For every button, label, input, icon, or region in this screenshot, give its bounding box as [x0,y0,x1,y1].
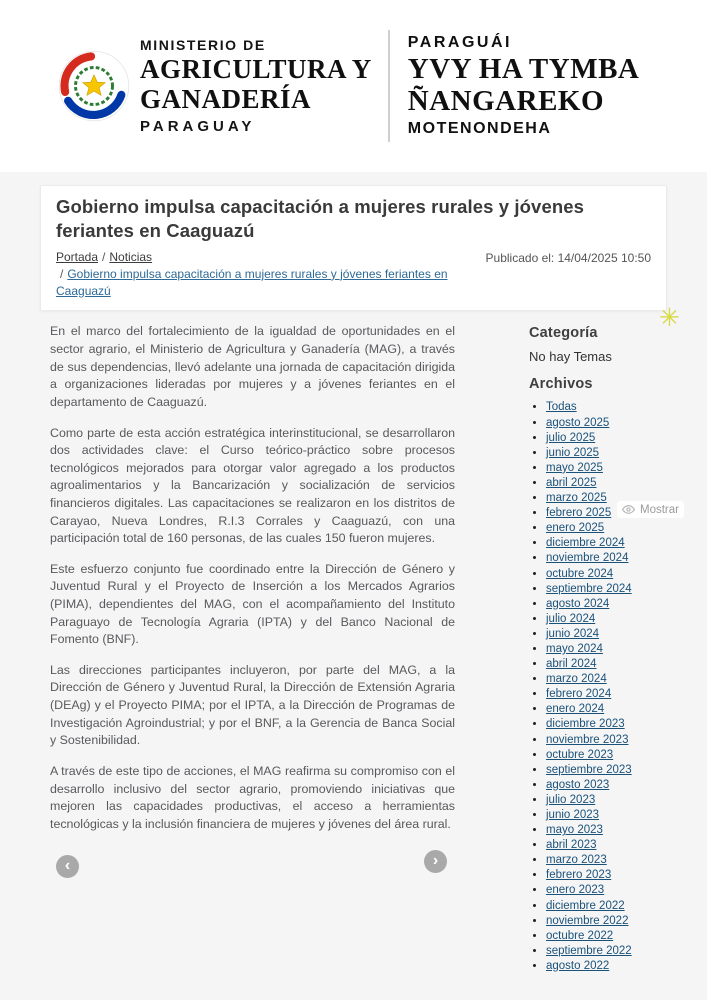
archive-list-item [546,476,657,491]
article-meta-row [56,249,651,299]
archive-link[interactable]: diciembre 2023 [546,718,625,731]
archive-link[interactable]: junio 2023 [546,809,600,822]
archive-link[interactable]: julio 2023 [546,793,596,806]
paraguay-coat-of-arms-logo [57,49,131,123]
archive-list-item [546,687,657,702]
show-tooltip-label: Mostrar [640,503,679,516]
breadcrumb-separator: / [60,266,64,281]
archive-list-item [546,883,657,898]
archive-list-item [546,642,657,657]
archive-link[interactable]: octubre 2024 [546,567,614,580]
archive-list-item [546,899,657,914]
accessibility-widget-asterisk-icon[interactable]: ✳ [659,304,680,332]
archive-list-item [546,717,657,732]
archive-link[interactable]: noviembre 2024 [546,552,629,565]
archive-link[interactable]: enero 2025 [546,522,605,535]
archive-list-item [546,657,657,672]
archive-link[interactable]: abril 2024 [546,658,597,671]
archive-link[interactable]: marzo 2024 [546,673,607,686]
archive-list-item [546,567,657,582]
archive-link[interactable]: agosto 2022 [546,959,610,972]
ministry-country: PARAGUAY [140,117,256,135]
breadcrumb-link-portada[interactable]: Portada [56,250,99,265]
archive-list-item [546,733,657,748]
archive-link[interactable]: junio 2025 [546,446,600,459]
archive-list-item [546,431,657,446]
article-body [50,323,455,974]
archive-list-item [546,672,657,687]
breadcrumb-link-current[interactable]: Gobierno impulsa capacitación a mujeres rurales y jóvenes feriantes en Caaguazú [56,266,448,298]
archive-link[interactable]: mayo 2024 [546,642,603,655]
archive-link[interactable]: febrero 2025 [546,507,612,520]
archive-link[interactable]: enero 2024 [546,703,605,716]
breadcrumb-link-noticias[interactable]: Noticias [109,250,153,265]
archive-list-item [546,416,657,431]
archive-link[interactable]: octubre 2023 [546,748,614,761]
archive-list-item [546,914,657,929]
article-paragraph: Este esfuerzo conjunto fue coordinado entre la Dirección de Género y Juventud Rural y el Proyecto de Inserción a los Mercados Agrarios (PIMA), dependientes del MAG, con el acompañamiento del Instituto Paraguayo de Tecnología Agraria (IPTA) y del Banco Nacional de Fomento (BNF). [50,561,455,647]
archive-list-item [546,868,657,883]
archive-list-item [546,536,657,551]
article-paragraph: A través de este tipo de acciones, el MAG reafirma su compromiso con el desarrollo inclusivo del sector agrario, promoviendo iniciativas que mejoren las capacidades productivas, el acceso a herramientas tecnológicas y la inclusión financiera de mujeres y jóvenes del área rural. [50,763,455,831]
archive-list-item [546,778,657,793]
chevron-right-icon: › [432,851,439,869]
archive-link[interactable]: julio 2025 [546,431,596,444]
archive-list-item [546,944,657,959]
site-header [0,0,707,172]
archive-link[interactable]: septiembre 2023 [546,763,632,776]
archive-list-item [546,823,657,838]
guarani-line-small: PARAGUÁI [407,33,512,51]
archive-list-item [546,627,657,642]
archive-link[interactable]: noviembre 2023 [546,733,629,746]
archive-link[interactable]: marzo 2025 [546,492,607,505]
page-title: Gobierno impulsa capacitación a mujeres rurales y jóvenes feriantes en Caaguazú [56,196,585,242]
archive-link[interactable]: mayo 2023 [546,824,603,837]
ministry-line-big-2: GANADERÍA [140,84,312,114]
archive-list-item [546,838,657,853]
archive-link[interactable]: octubre 2022 [546,929,614,942]
archive-link[interactable]: septiembre 2022 [546,944,632,957]
archive-list-item [546,612,657,627]
published-date: Publicado el: 14/04/2025 10:50 [485,251,651,266]
archive-list-item [546,446,657,461]
eye-icon [622,503,635,516]
article-header-card [40,185,667,311]
archive-link[interactable]: agosto 2025 [546,416,610,429]
archive-link[interactable]: enero 2023 [546,884,605,897]
category-empty-text: No hay Temas [529,349,612,365]
guarani-wordmark [408,34,640,139]
guarani-line-big-2: ÑANGAREKO [407,84,605,117]
archives-list [529,400,657,974]
archive-link[interactable]: marzo 2023 [546,854,607,867]
article-paragraph: Las direcciones participantes incluyeron, por parte del MAG, a la Dirección de Género y Juventud Rural, la Dirección de Extensión Agraria (DEAg) y el Proyecto PIMA; por el IPTA, a la Dirección de Programas de Investigación Agroindustrial; y por el BNF, a la Gerencia de Banca Social y Sostenibilidad. [50,662,455,748]
guarani-line-bottom: MOTENONDEHA [407,120,552,138]
archive-list-item [546,551,657,566]
archive-list-item [546,400,657,415]
archive-link[interactable]: septiembre 2024 [546,582,632,595]
archive-link[interactable]: abril 2023 [546,839,597,852]
carousel-next-button[interactable] [424,850,447,873]
archive-link[interactable]: agosto 2023 [546,778,610,791]
header-divider [388,30,390,142]
archive-list-item [546,763,657,778]
archive-link[interactable]: diciembre 2022 [546,899,625,912]
breadcrumb-separator: / [102,250,106,265]
archive-list-item [546,793,657,808]
archive-link[interactable]: junio 2024 [546,627,600,640]
breadcrumb [56,249,486,299]
main-content [0,172,707,974]
archive-list-item [546,959,657,974]
archive-link[interactable]: Todas [546,401,577,414]
archive-list-item [546,808,657,823]
content-row [40,311,667,974]
archive-list-item [546,853,657,868]
archive-list-item [546,929,657,944]
show-tooltip[interactable] [617,501,684,518]
chevron-left-icon: ‹ [64,856,71,874]
archive-link[interactable]: agosto 2024 [546,597,610,610]
archive-list-item [546,597,657,612]
archive-link[interactable]: noviembre 2022 [546,914,629,927]
archive-list-item [546,702,657,717]
archive-list-item [546,461,657,476]
category-heading: Categoría [529,325,598,342]
archives-heading: Archivos [529,376,593,393]
article-paragraph: Como parte de esta acción estratégica interinstitucional, se desarrollaron dos actividades clave: el Curso teórico-práctico sobre procesos tecnológicos mejorados para otorgar valor agregado a los productos agroalimentarios y la Bancarización y socialización de servicios financieros digitales. Las capacitaciones se realizaron en los distritos de Carayao, Nueva Londres, R.I.3 Corrales y Caaguazú, con una participación total de 160 personas, de las cuales 150 fueron mujeres. [50,425,455,546]
ministry-logo-group[interactable] [57,37,372,134]
sidebar [529,323,657,974]
archive-link[interactable]: febrero 2024 [546,688,612,701]
archive-list-item [546,582,657,597]
ministry-wordmark [140,37,372,134]
ministry-line-small: MINISTERIO DE [140,37,266,54]
archive-link[interactable]: febrero 2023 [546,869,612,882]
article-paragraph: En el marco del fortalecimiento de la igualdad de oportunidades en el sector agrario, el Ministerio de Agricultura y Ganadería (MAG), a través de sus dependencias, llevó adelante una jornada de capacitación dirigida a organizaciones lideradas por mujeres y a jóvenes feriantes en el departamento de Caaguazú. [50,324,455,409]
archive-link[interactable]: abril 2025 [546,476,597,489]
ministry-line-big-1: AGRICULTURA Y [140,54,372,85]
archive-link[interactable]: diciembre 2024 [546,537,625,550]
archive-link[interactable]: mayo 2025 [546,461,603,474]
archive-list-item [546,748,657,763]
guarani-line-big-1: YVY HA TYMBA [407,52,640,85]
archive-link[interactable]: julio 2024 [546,612,596,625]
carousel-prev-button[interactable] [56,855,79,878]
archive-list-item [546,521,657,536]
